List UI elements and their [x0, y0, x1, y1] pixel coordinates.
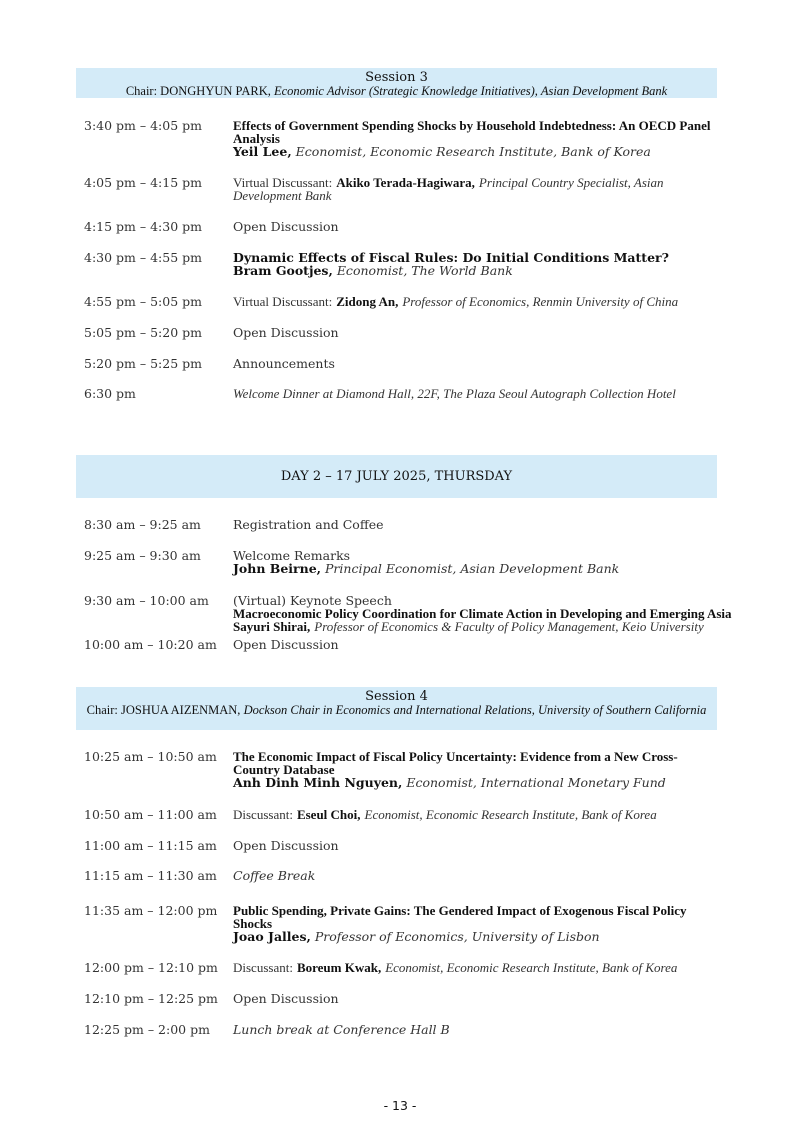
- discussant-label: Virtual Discussant:: [233, 175, 333, 190]
- speaker-name: Joao Jalles,: [233, 929, 311, 944]
- row-time: 9:30 am – 10:00 am: [84, 593, 209, 608]
- speaker-name: Anh Dinh Minh Nguyen,: [233, 775, 403, 790]
- paper-title: Dynamic Effects of Fiscal Rules: Do Initial Conditions Matter?: [233, 250, 669, 265]
- speaker-affiliation: Economist, Economic Research Institute, Bank of Korea: [295, 144, 651, 159]
- row-time: 3:40 pm – 4:05 pm: [84, 118, 202, 133]
- row-text: Lunch break at Conference Hall B: [233, 1022, 450, 1037]
- speaker-affiliation: Professor of Economics, University of Lisbon: [314, 929, 600, 944]
- row-time: 4:30 pm – 4:55 pm: [84, 250, 202, 265]
- row-time: 12:25 pm – 2:00 pm: [84, 1022, 210, 1037]
- row-time: 11:35 am – 12:00 pm: [84, 903, 218, 918]
- row-time: 10:00 am – 10:20 am: [84, 637, 217, 652]
- row-time: 4:15 pm – 4:30 pm: [84, 219, 202, 234]
- page-number: - 13 -: [383, 1098, 417, 1113]
- row-text: Coffee Break: [233, 868, 316, 883]
- speaker-name: Sayuri Shirai,: [233, 619, 311, 634]
- day-header: DAY 2 – 17 JULY 2025, THURSDAY: [76, 455, 717, 498]
- row-text: Open Discussion: [233, 219, 339, 234]
- chair-name: Chair: DONGHYUN PARK,: [125, 84, 271, 98]
- row-time: 12:00 pm – 12:10 pm: [84, 960, 218, 975]
- speaker-affiliation: Economist, International Monetary Fund: [406, 775, 666, 790]
- speaker-name: Yeil Lee,: [233, 144, 292, 159]
- session-chair: [76, 85, 717, 98]
- paper-title: The Economic Impact of Fiscal Policy Uncertainty: Evidence from a New Cross-Country Database: [233, 749, 678, 777]
- session-4-header: [76, 687, 717, 730]
- row-time: 10:25 am – 10:50 am: [84, 749, 217, 764]
- speaker-affiliation: Professor of Economics & Faculty of Policy Management, Keio University: [314, 619, 704, 634]
- chair-role: Dockson Chair in Economics and International Relations, University of Southern California: [243, 703, 707, 717]
- row-text: Open Discussion: [233, 838, 339, 853]
- row-text: Registration and Coffee: [233, 517, 384, 532]
- paper-title: Macroeconomic Policy Coordination for Climate Action in Developing and Emerging Asia: [233, 606, 732, 621]
- row-text: Open Discussion: [233, 991, 339, 1006]
- row-text: Welcome Remarks: [233, 548, 351, 563]
- session-title: Session 3: [365, 70, 428, 85]
- row-time: 8:30 am – 9:25 am: [84, 517, 201, 532]
- row-time: 6:30 pm: [84, 386, 136, 401]
- row-text: Announcements: [233, 356, 335, 371]
- paper-title: Public Spending, Private Gains: The Gendered Impact of Exogenous Fiscal Policy Shocks: [233, 903, 687, 931]
- row-text: Welcome Dinner at Diamond Hall, 22F, The Plaza Seoul Autograph Collection Hotel: [233, 386, 676, 401]
- session-chair: [76, 704, 717, 717]
- speaker-affiliation: Principal Economist, Asian Development Bank: [325, 561, 620, 576]
- row-time: 4:05 pm – 4:15 pm: [84, 175, 202, 190]
- speaker-name: Bram Gootjes,: [233, 263, 333, 278]
- row-time: 5:05 pm – 5:20 pm: [84, 325, 202, 340]
- row-time: 5:20 pm – 5:25 pm: [84, 356, 202, 371]
- row-text: Open Discussion: [233, 325, 339, 340]
- speaker-name: Zidong An,: [336, 294, 399, 309]
- row-time: 9:25 am – 9:30 am: [84, 548, 201, 563]
- chair-name: Chair: JOSHUA AIZENMAN,: [86, 703, 241, 717]
- paper-title: Effects of Government Spending Shocks by Household Indebtedness: An OECD Panel Analysis: [233, 118, 711, 146]
- discussant-label: Discussant:: [233, 960, 293, 975]
- speaker-name: Eseul Choi,: [296, 807, 361, 822]
- speaker-name: Akiko Terada-Hagiwara,: [336, 175, 475, 190]
- speaker-name: John Beirne,: [233, 561, 322, 576]
- row-time: 10:50 am – 11:00 am: [84, 807, 217, 822]
- row-time: 11:00 am – 11:15 am: [84, 838, 217, 853]
- row-time: 4:55 pm – 5:05 pm: [84, 294, 202, 309]
- session-title: Session 4: [365, 689, 428, 704]
- speaker-affiliation: Economist, Economic Research Institute, Bank of Korea: [364, 807, 657, 822]
- row-text: (Virtual) Keynote Speech: [233, 593, 392, 608]
- row-time: 12:10 pm – 12:25 pm: [84, 991, 218, 1006]
- speaker-affiliation: Professor of Economics, Renmin University of China: [402, 294, 679, 309]
- discussant-label: Virtual Discussant:: [233, 294, 333, 309]
- row-text: Open Discussion: [233, 637, 339, 652]
- speaker-affiliation: Economist, Economic Research Institute, Bank of Korea: [385, 960, 678, 975]
- discussant-label: Discussant:: [233, 807, 293, 822]
- speaker-affiliation: Principal Country Specialist, Asian Development Bank: [233, 175, 664, 203]
- speaker-affiliation: Economist, The World Bank: [336, 263, 513, 278]
- session-3-header: [76, 68, 717, 98]
- speaker-name: Boreum Kwak,: [296, 960, 382, 975]
- chair-role: Economic Advisor (Strategic Knowledge Initiatives), Asian Development Bank: [273, 84, 668, 98]
- row-time: 11:15 am – 11:30 am: [84, 868, 217, 883]
